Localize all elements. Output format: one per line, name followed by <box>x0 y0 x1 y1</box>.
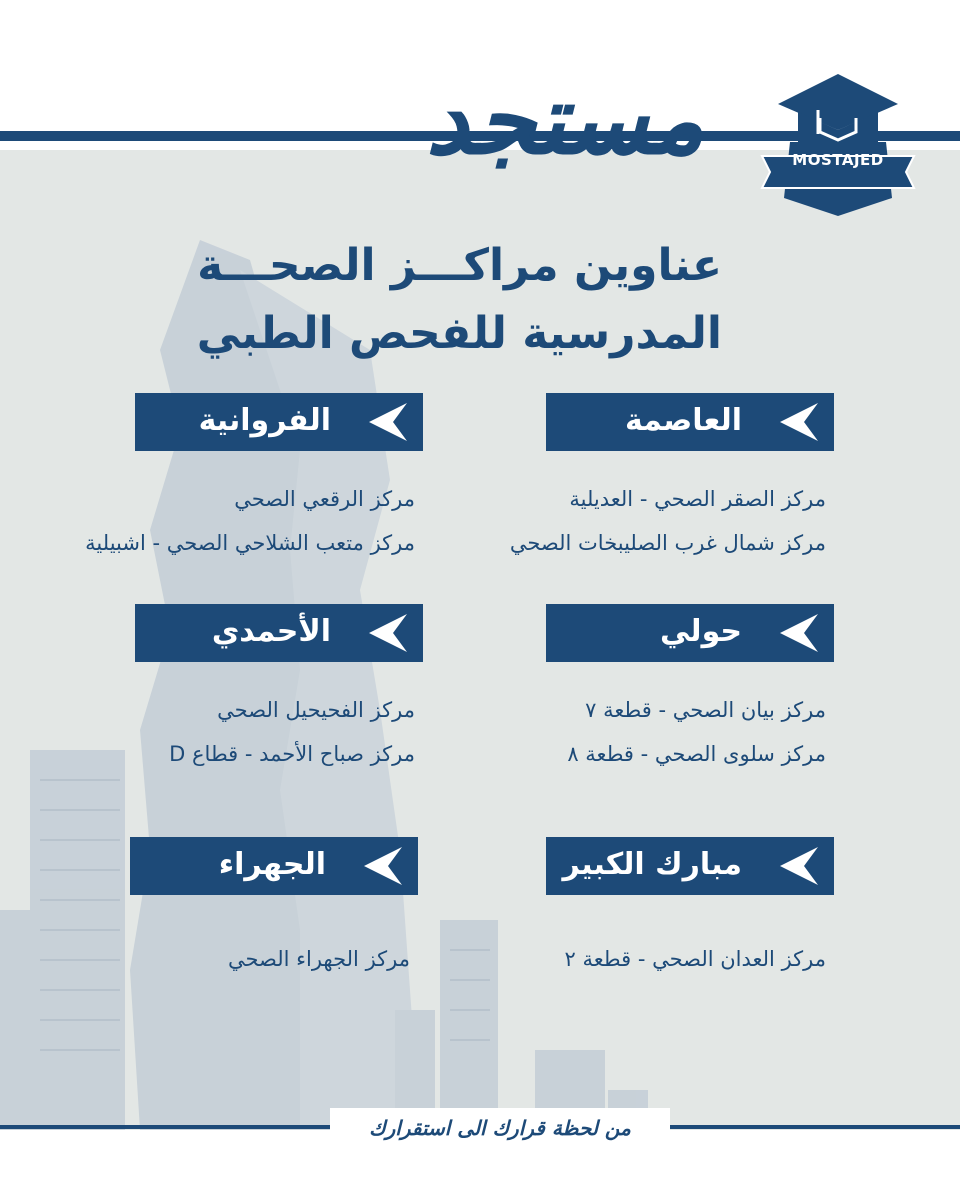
title-line-1: عناوين مراكـــز الصحـــة <box>197 240 722 291</box>
chevron-left-icon <box>778 612 820 654</box>
brand-slogan: من لحظة قرارك الى استقرارك <box>330 1108 670 1148</box>
region-ahmadi <box>135 604 423 776</box>
region-title: حولي <box>659 614 742 649</box>
title-line-2: المدرسية للفحص الطبي <box>196 308 722 359</box>
region-header <box>546 604 834 662</box>
chevron-left-icon <box>362 845 404 887</box>
region-hawalli <box>546 604 834 776</box>
region-title: الفروانية <box>198 403 331 438</box>
brand-wordmark: مستجد <box>425 64 705 176</box>
chevron-left-icon <box>778 401 820 443</box>
chevron-left-icon <box>367 612 409 654</box>
chevron-left-icon <box>778 845 820 887</box>
region-header <box>135 604 423 662</box>
region-mubarak-al-kabeer <box>546 837 834 981</box>
region-farwaniya <box>85 393 423 565</box>
list-item: مركز الرقعي الصحي <box>234 487 415 511</box>
page-title <box>120 232 722 368</box>
region-header <box>546 393 834 451</box>
center-list <box>546 937 834 981</box>
region-jahra <box>130 837 418 981</box>
region-title: الأحمدي <box>211 614 331 649</box>
center-list <box>135 688 423 776</box>
region-title: الجهراء <box>218 847 326 882</box>
list-item: مركز الجهراء الصحي <box>227 947 410 971</box>
region-capital <box>509 393 834 565</box>
region-header <box>130 837 418 895</box>
list-item: مركز العدان الصحي - قطعة ٢ <box>564 947 826 971</box>
list-item: مركز شمال غرب الصليبخات الصحي <box>509 531 826 555</box>
center-list <box>546 688 834 776</box>
region-header <box>546 837 834 895</box>
region-header <box>135 393 423 451</box>
list-item: مركز الفحيحيل الصحي <box>217 698 415 722</box>
center-list <box>509 477 834 565</box>
logo-badge-text: MOSTAJED <box>792 151 884 169</box>
list-item: مركز متعب الشلاحي الصحي - اشبيلية <box>85 531 415 555</box>
region-title: مبارك الكبير <box>562 847 742 882</box>
list-item: مركز الصقر الصحي - العديلية <box>569 487 826 511</box>
region-title: العاصمة <box>624 403 742 438</box>
list-item: مركز صباح الأحمد - قطاع D <box>169 742 415 766</box>
chevron-left-icon <box>367 401 409 443</box>
graduation-cap-shield-icon <box>760 70 916 220</box>
center-list <box>85 477 423 565</box>
center-list <box>130 937 418 981</box>
list-item: مركز سلوى الصحي - قطعة ٨ <box>567 742 826 766</box>
list-item: مركز بيان الصحي - قطعة ٧ <box>585 698 826 722</box>
